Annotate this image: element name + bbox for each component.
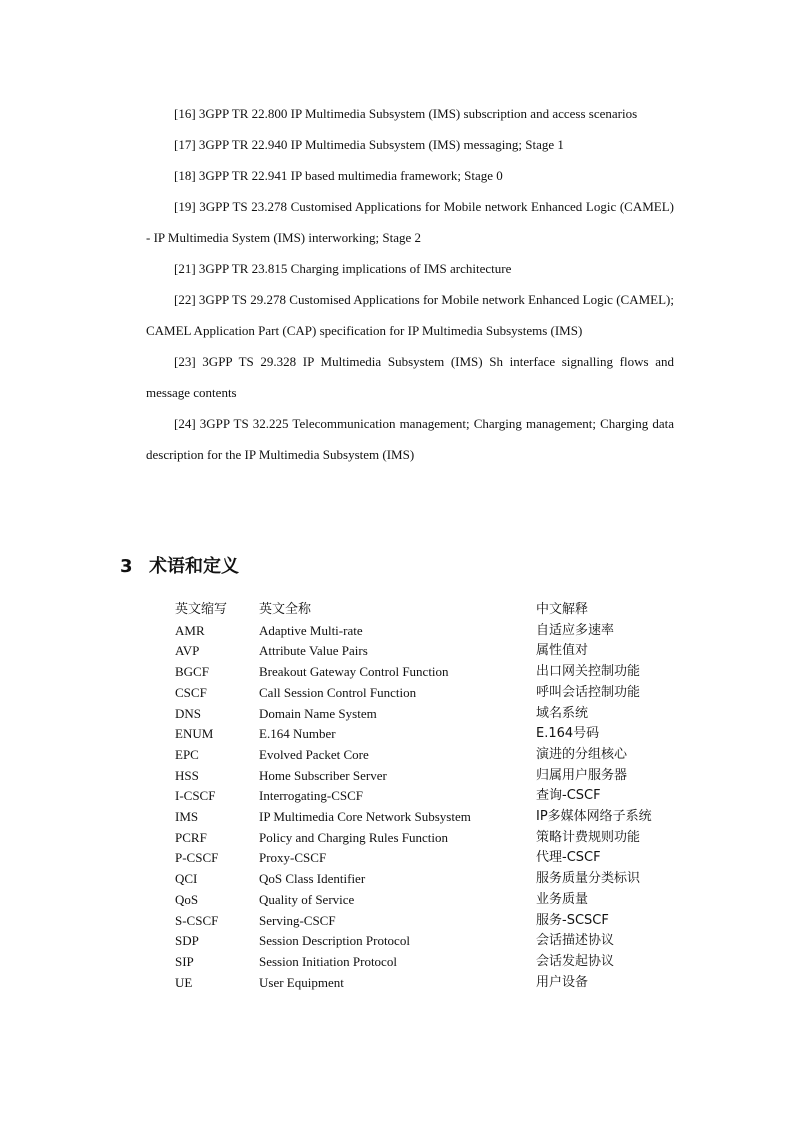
table-row: [175, 662, 696, 683]
table-row: [175, 973, 696, 994]
terms-table: [175, 600, 696, 993]
term-chinese: 演进的分组核心: [536, 746, 628, 762]
table-row: [175, 952, 696, 973]
term-abbreviation: HSS: [175, 767, 199, 783]
term-abbreviation: QCI: [175, 871, 198, 887]
term-full-name: IP Multimedia Core Network Subsystem: [259, 809, 471, 825]
section-heading: [120, 553, 239, 581]
term-full-name: Domain Name System: [259, 705, 377, 721]
term-abbreviation: SDP: [175, 933, 199, 949]
table-row: [175, 704, 696, 725]
term-full-name: E.164 Number: [259, 726, 336, 742]
term-full-name: Home Subscriber Server: [259, 767, 387, 783]
table-row: [175, 807, 696, 828]
reference-item: [22] 3GPP TS 29.278 Customised Applications for Mobile network Enhanced Logic (CAMEL); CAMEL Application Part (CAP) specification for IP Multimedia Subsystems (IMS): [146, 292, 674, 338]
reference-item: [21] 3GPP TR 23.815 Charging implications of IMS architecture: [174, 261, 512, 276]
section-title: 术语和定义: [149, 556, 239, 577]
reference-item: [19] 3GPP TS 23.278 Customised Applications for Mobile network Enhanced Logic (CAMEL) - IP Multimedia System (IMS) interworking; Stage 2: [146, 199, 674, 245]
term-chinese: 用户设备: [536, 974, 589, 990]
term-chinese: 策略计费规则功能: [536, 829, 641, 845]
term-abbreviation: P-CSCF: [175, 850, 219, 866]
term-chinese: 归属用户服务器: [536, 767, 628, 783]
term-full-name: QoS Class Identifier: [259, 871, 366, 887]
term-chinese: 业务质量: [536, 891, 589, 907]
term-abbreviation: QoS: [175, 891, 199, 907]
term-abbreviation: SIP: [175, 953, 194, 969]
reference-item: [17] 3GPP TR 22.940 IP Multimedia Subsystem (IMS) messaging; Stage 1: [174, 137, 564, 152]
term-full-name: Evolved Packet Core: [259, 746, 369, 762]
term-full-name: Policy and Charging Rules Function: [259, 829, 448, 845]
term-chinese: 服务-SCSCF: [536, 912, 609, 928]
term-chinese: E.164号码: [536, 726, 600, 742]
term-chinese: 代理-CSCF: [536, 850, 601, 866]
term-full-name: User Equipment: [259, 974, 344, 990]
term-full-name: Session Description Protocol: [259, 933, 410, 949]
table-row: [175, 766, 696, 787]
term-chinese: 出口网关控制功能: [536, 664, 641, 680]
table-row: [175, 848, 696, 869]
table-row: [175, 683, 696, 704]
term-chinese: IP多媒体网络子系统: [536, 809, 652, 825]
term-abbreviation: S-CSCF: [175, 912, 219, 928]
term-abbreviation: PCRF: [175, 829, 207, 845]
term-full-name: Quality of Service: [259, 891, 355, 907]
term-chinese: 服务质量分类标识: [536, 871, 641, 887]
table-header-row: [175, 600, 696, 621]
term-abbreviation: IMS: [175, 809, 199, 825]
term-full-name: Proxy-CSCF: [259, 850, 327, 866]
term-abbreviation: AVP: [175, 643, 200, 659]
term-chinese: 会话发起协议: [536, 953, 615, 969]
table-row: [175, 890, 696, 911]
term-chinese: 自适应多速率: [536, 622, 615, 638]
term-abbreviation: BGCF: [175, 664, 209, 680]
reference-item: [16] 3GPP TR 22.800 IP Multimedia Subsystem (IMS) subscription and access scenarios: [174, 106, 638, 121]
term-abbreviation: EPC: [175, 746, 199, 762]
term-abbreviation: ENUM: [175, 726, 214, 742]
reference-item: [24] 3GPP TS 32.225 Telecommunication management; Charging management; Charging data description for the IP Multimedia Subsystem (IMS): [146, 416, 674, 462]
term-full-name: Adaptive Multi-rate: [259, 622, 363, 638]
column-header-abbreviation: 英文缩写: [175, 602, 228, 617]
term-full-name: Call Session Control Function: [259, 684, 417, 700]
column-header-chinese: 中文解释: [536, 602, 589, 617]
reference-list: [146, 98, 674, 470]
table-row: [175, 641, 696, 662]
term-abbreviation: I-CSCF: [175, 788, 216, 804]
column-header-full-name: 英文全称: [259, 602, 312, 617]
term-chinese: 呼叫会话控制功能: [536, 684, 641, 700]
table-row: [175, 931, 696, 952]
term-abbreviation: AMR: [175, 622, 205, 638]
table-row: [175, 621, 696, 642]
term-full-name: Serving-CSCF: [259, 912, 336, 928]
table-row: [175, 724, 696, 745]
term-abbreviation: DNS: [175, 705, 202, 721]
table-row: [175, 828, 696, 849]
term-chinese: 属性值对: [536, 643, 589, 659]
term-chinese: 查询-CSCF: [536, 788, 601, 804]
term-full-name: Attribute Value Pairs: [259, 643, 368, 659]
reference-item: [23] 3GPP TS 29.328 IP Multimedia Subsystem (IMS) Sh interface signalling flows and message contents: [146, 354, 674, 400]
term-full-name: Session Initiation Protocol: [259, 953, 397, 969]
term-chinese: 会话描述协议: [536, 933, 615, 949]
term-chinese: 域名系统: [536, 705, 589, 721]
table-row: [175, 745, 696, 766]
table-row: [175, 786, 696, 807]
reference-item: [18] 3GPP TR 22.941 IP based multimedia framework; Stage 0: [174, 168, 503, 183]
term-abbreviation: CSCF: [175, 684, 207, 700]
table-row: [175, 911, 696, 932]
table-row: [175, 869, 696, 890]
term-abbreviation: UE: [175, 974, 193, 990]
term-full-name: Breakout Gateway Control Function: [259, 664, 449, 680]
section-number: 3: [120, 556, 133, 577]
term-full-name: Interrogating-CSCF: [259, 788, 363, 804]
